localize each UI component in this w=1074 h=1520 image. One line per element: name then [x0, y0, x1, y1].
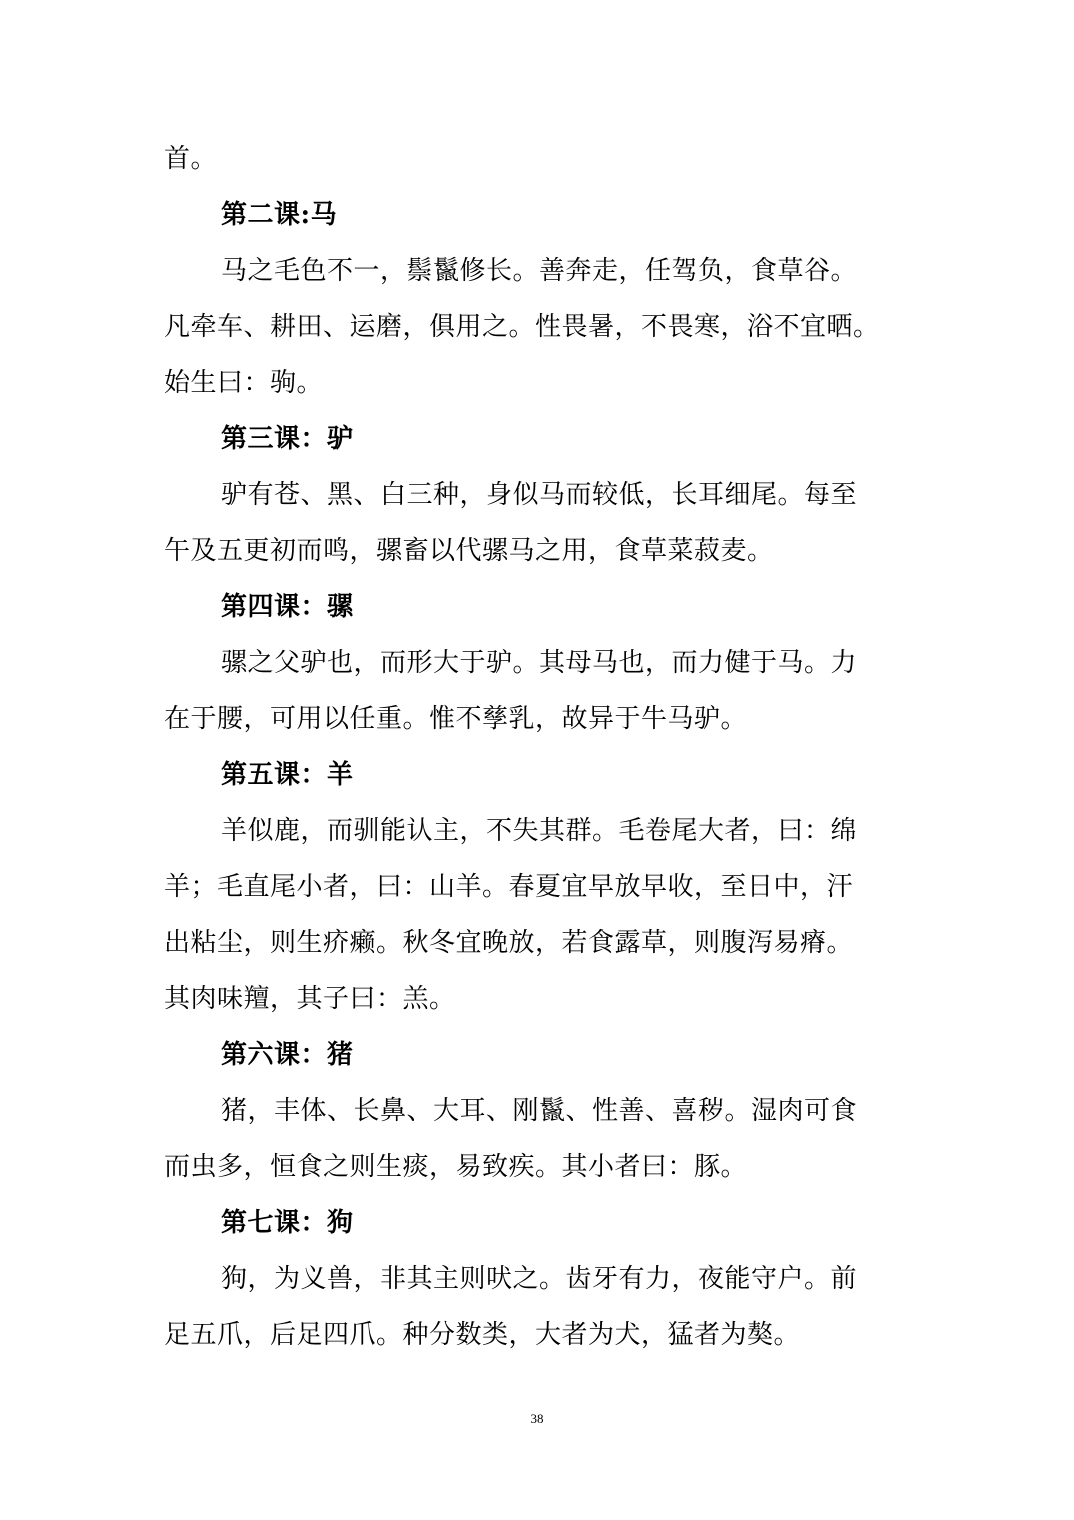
- paragraph-line: 在于腰，可用以任重。惟不孳乳，故异于牛马驴。: [164, 704, 748, 734]
- lesson-heading-horse: 第二课:马: [221, 200, 338, 230]
- paragraph-line: 其肉味羶，其子曰：羔。: [164, 984, 456, 1014]
- lesson-heading-dog: 第七课：狗: [221, 1208, 354, 1238]
- paragraph-line: 始生曰：驹。: [164, 368, 324, 398]
- lesson-heading-donkey: 第三课：驴: [221, 424, 354, 454]
- lesson-heading-pig: 第六课：猪: [221, 1040, 354, 1070]
- paragraph-line: 狗，为义兽，非其主则吠之。齿牙有力，夜能守户。前: [221, 1264, 858, 1294]
- paragraph-line: 猪，丰体、长鼻、大耳、刚鬣、性善、喜秽。湿肉可食: [221, 1096, 858, 1126]
- paragraph-line: 驴有苍、黑、白三种，身似马而较低，长耳细尾。每至: [221, 480, 858, 510]
- paragraph-line: 羊；毛直尾小者，曰：山羊。春夏宜早放早收，至日中，汗: [164, 872, 854, 902]
- paragraph-line: 足五爪，后足四爪。种分数类，大者为犬，猛者为獒。: [164, 1320, 801, 1350]
- paragraph-line: 午及五更初而鸣，骡畜以代骡马之用，食草菜菽麦。: [164, 536, 774, 566]
- paragraph-line: 首。: [164, 144, 218, 174]
- paragraph-line: 骡之父驴也，而形大于驴。其母马也，而力健于马。力: [221, 648, 858, 678]
- paragraph-line: 而虫多，恒食之则生痰，易致疾。其小者曰：豚。: [164, 1152, 748, 1182]
- lesson-heading-mule: 第四课：骡: [221, 592, 354, 622]
- page-number: 38: [530, 1411, 544, 1426]
- paragraph-line: 出粘尘，则生疥癞。秋冬宜晚放，若食露草，则腹泻易瘠。: [164, 928, 854, 958]
- paragraph-line: 马之毛色不一，鬃鬣修长。善奔走，任驾负，食草谷。: [221, 256, 858, 286]
- lesson-heading-sheep: 第五课：羊: [221, 760, 354, 790]
- paragraph-line: 凡牵车、耕田、运磨，俱用之。性畏暑，不畏寒，浴不宜晒。: [164, 312, 880, 342]
- paragraph-line: 羊似鹿，而驯能认主，不失其群。毛卷尾大者，曰：绵: [221, 816, 858, 846]
